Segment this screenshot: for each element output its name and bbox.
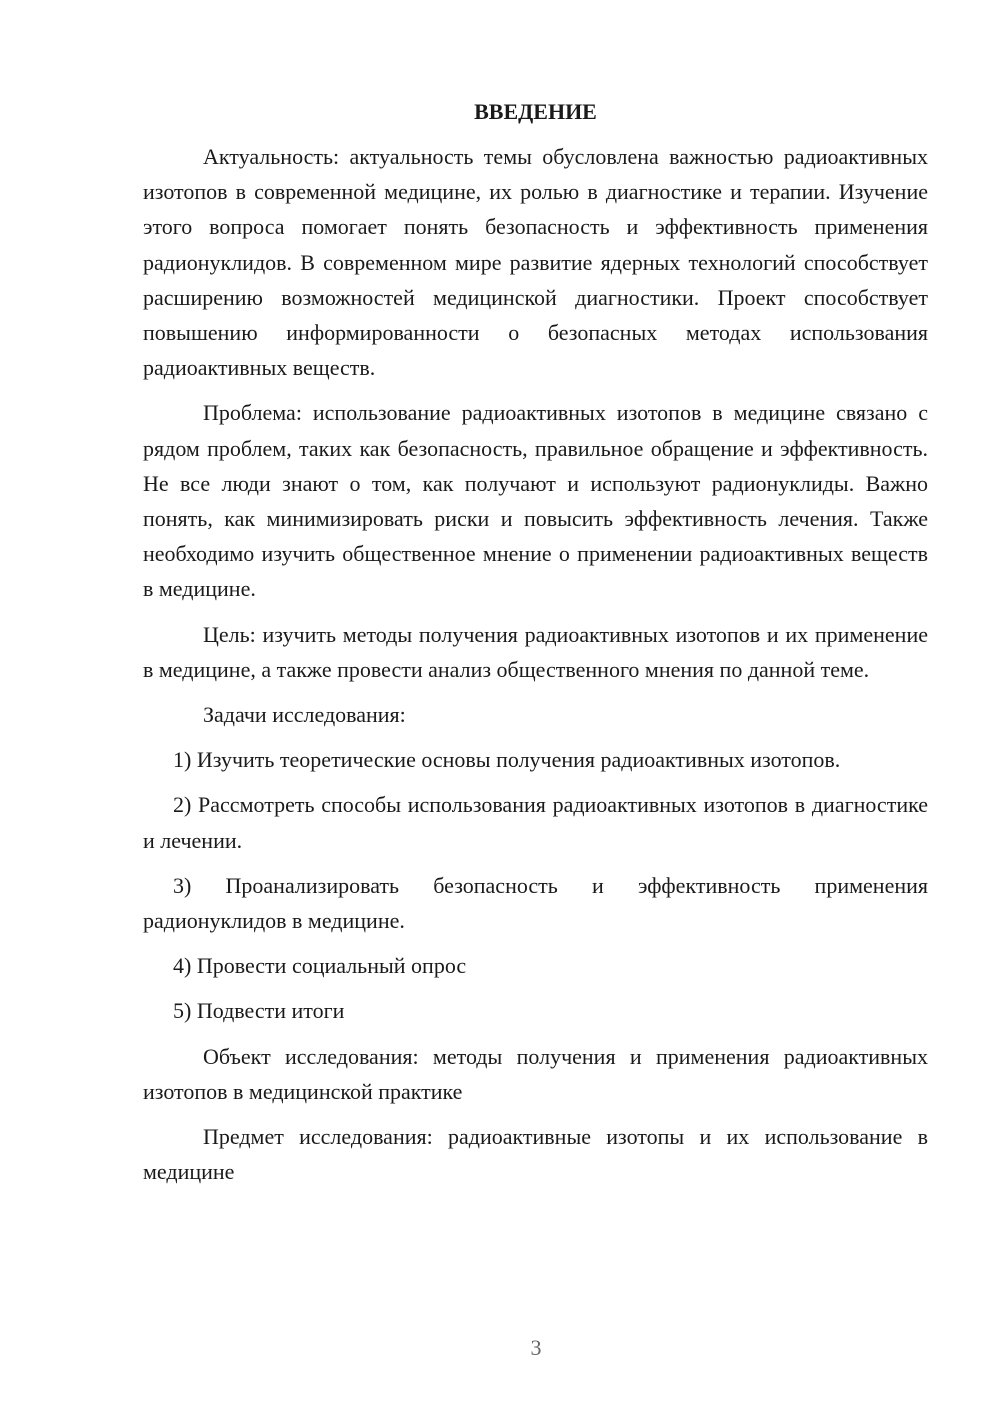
task-item: 2) Рассмотреть способы использования радиоактивных изотопов в диагностике и лечении.: [143, 792, 928, 853]
task-item: 5) Подвести итоги: [173, 998, 345, 1024]
goal-paragraph: Цель: изучить методы получения радиоактивных изотопов и их применение в медицине, а также провести анализ общественного мнения по данной теме.: [143, 621, 928, 682]
section-heading: ВВЕДЕНИЕ: [474, 99, 597, 124]
object-paragraph: Объект исследования: методы получения и применения радиоактивных изотопов в медицинской практике: [143, 1043, 928, 1104]
task-item: 1) Изучить теоретические основы получения радиоактивных изотопов.: [173, 747, 841, 773]
task-item: 3) Проанализировать безопасность и эффективность применения радионуклидов в медицине.: [143, 872, 928, 934]
page-number: 3: [530, 1335, 542, 1360]
subject-paragraph: Предмет исследования: радиоактивные изотопы и их использование в медицине: [143, 1124, 928, 1185]
problem-paragraph: Проблема: использование радиоактивных изотопов в медицине связано с рядом проблем, таких как безопасность, правильное обращение и эффективность. Не все люди знают о том, как получают и используют радионуклиды. Важно понять, как минимизировать риски и повысить эффективность лечения. Также необходимо изучить общественное мнение о применении радиоактивных веществ в медицине.: [143, 400, 928, 602]
page-content: [143, 94, 928, 1189]
relevance-paragraph: Актуальность: актуальность темы обусловлена важностью радиоактивных изотопов в современной медицине, их ролью в диагностике и терапии. Изучение этого вопроса помогает понять безопасность и эффективность применения радионуклидов. В современном мире развитие ядерных технологий способствует расширению возможностей медицинской диагностики. Проект способствует повышению информированности о безопасных методах использования радиоактивных веществ.: [143, 144, 928, 381]
task-item: 4) Провести социальный опрос: [173, 953, 467, 979]
tasks-intro: Задачи исследования:: [203, 702, 406, 728]
